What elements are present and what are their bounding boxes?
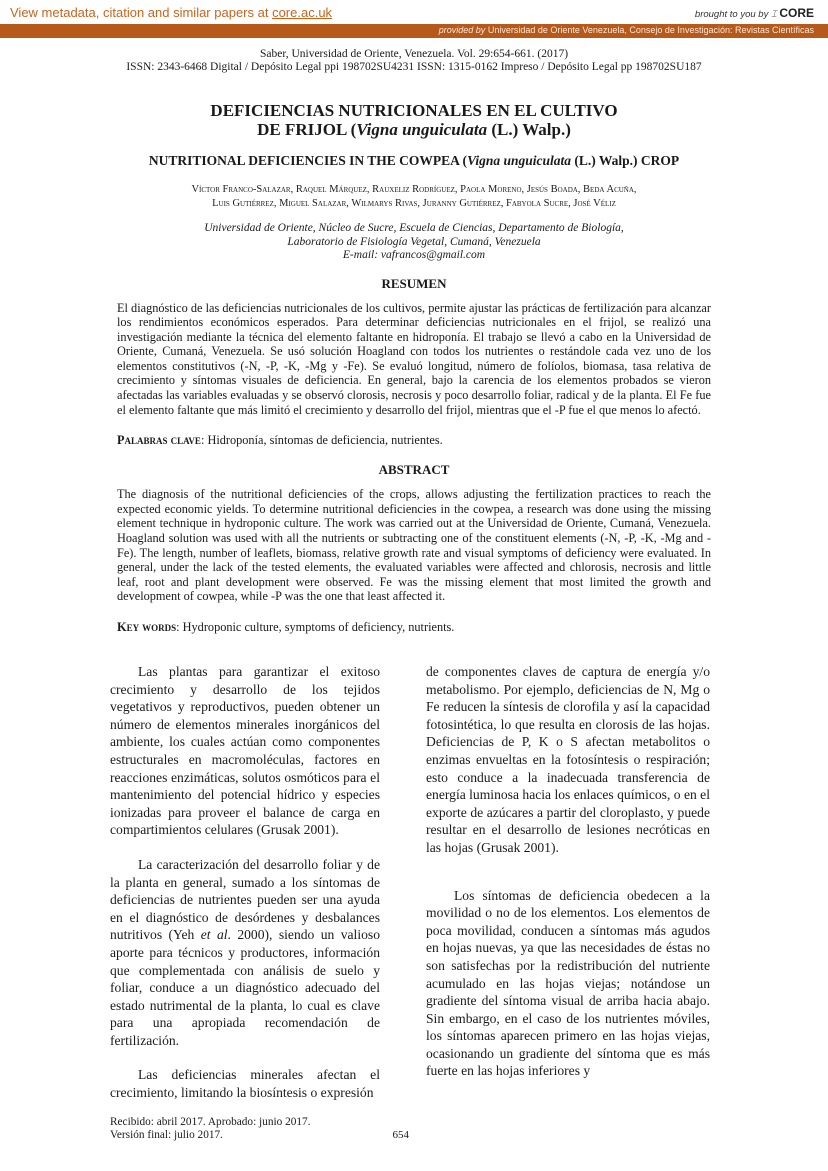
core-banner [0,0,828,24]
title-es [0,101,828,139]
title-es-line1: DEFICIENCIAS NUTRICIONALES EN EL CULTIVO [210,101,618,120]
text: . 2000), siendo un valioso aporte para técnicos y productores, información que complementada con análisis de suelo y foliar, conduce a un diagnóstico adecuado del estado nutrimental de la planta, lo cual es clave para una apropiada recomendación de fertilización. [110,927,380,1048]
abstract-heading: ABSTRACT [378,462,450,478]
species-name: Vigna unguiculata [356,120,488,139]
text: et al [200,927,228,943]
affiliation [0,222,828,263]
authors [0,183,828,211]
core-logo-icon[interactable]: ⌶ CORE [770,6,814,20]
paragraph: Los síntomas de deficiencia obedecen a la movilidad o no de los elementos. Los elementos de poca movilidad, conducen a síntomas más agudos en hojas nuevas, ya que las necesidades de éstas no son satisfechas por la redistribución del nutriente acumulado en las hojas viejas; notándose un gradiente del síntoma visual de arriba hacia abajo. Sin embargo, en el caso de los nutrientes móviles, los síntomas aparecen primero en las hojas viejas, ocasionando un gradiente del síntoma que es más fuerte en las hojas inferiores y [426,887,710,1079]
final-version-date: Versión final: julio 2017. [110,1128,223,1141]
title-part: (L.) Walp.) [487,120,571,139]
resumen-text: El diagnóstico de las deficiencias nutricionales de los cultivos, permite ajustar las prácticas de fertilización para alcanzar los rendimientos económicos esperados. Para determinar deficiencias nutricionales en el frijol, se realizó una investigación mediante la técnica del elemento faltante en hidroponía. El trabajo se llevó a cabo en la Universidad de Oriente, Cumaná, Venezuela. Se usó solución Hoagland con todos los nutrientes o restándole cada vez uno de los elementos constitutivos (-N, -P, -K, -Mg y -Fe). Se evaluó longitud, número de folíolos, biomasa, tasa relativa de crecimiento y síntomas visuales de deficiencia. En general, bajo la carencia de los elementos probados se vieron afectadas las variables evaluadas y se observó clorosis, necrosis y poco desarrollo foliar, radical y de la planta. El Fe fue el elemento faltante que más limitó el crecimiento y desarrollo del frijol, mientras que el -P fue el que menos lo afectó. [117,300,711,417]
received-date: Recibido: abril 2017. Aprobado: junio 2017. [110,1115,311,1128]
brought-to-you [695,6,814,20]
metadata-label: View metadata, citation and similar papers at [10,5,273,20]
brought-label: brought to you by [694,9,769,20]
email: E-mail: vafrancos@gmail.com [342,249,486,261]
provided-label: provided by [438,25,486,35]
right-column [426,663,710,1102]
resumen-heading: RESUMEN [381,275,447,291]
kw-values: : Hydroponic culture, symptoms of deficiency, nutrients. [176,620,455,634]
kw-label: Key words [117,620,177,634]
paragraph [110,856,380,1050]
provider-name[interactable]: Universidad de Oriente Venezuela, Consejo de Investigación: Revistas Científicas [485,25,814,35]
species-name: Vigna unguiculata [467,153,571,168]
title-part: (L.) Walp.) CROP [570,153,680,168]
kw-values: : Hidroponía, síntomas de deficiencia, nutrientes. [200,433,443,448]
page-footer [110,1116,828,1142]
title-en [0,153,828,169]
affiliation-line2: Laboratorio de Fisiología Vegetal, Cumaná, Venezuela [287,235,541,248]
paragraph: Las deficiencias minerales afectan el crecimiento, limitando la biosíntesis o expresión [110,1067,380,1101]
title-part: NUTRITIONAL DEFICIENCIES IN THE COWPEA ( [148,153,468,168]
palabras-clave [117,433,711,448]
core-logo-text: CORE [779,6,814,20]
title-part: DE FRIJOL ( [257,120,357,139]
key-words [117,620,711,635]
affiliation-line1: Universidad de Oriente, Núcleo de Sucre, Escuela de Ciencias, Departamento de Biología, [204,222,624,234]
body-columns [110,663,828,1102]
provided-by-text [439,25,814,35]
authors-line2: Luis Gutiérrez, Miguel Salazar, Wilmarys Rivas, Juranny Gutiérrez, Fabyola Sucre, José Véliz [212,198,616,209]
text: La caracterización del desarrollo foliar y de la planta en general, sumado a los síntomas de deficiencias de nutrientes pueden ser una ayuda en el diagnóstico de desórdenes y desbalances nutritivos (Yeh [110,856,380,943]
title-es-line2 [0,120,828,139]
journal-line1: Saber, Universidad de Oriente, Venezuela. Vol. 29:654-661. (2017) [259,48,569,60]
paragraph: de componentes claves de captura de energía y/o metabolismo. Por ejemplo, deficiencias de N, Mg o Fe reducen la síntesis de clorofila y así la capacidad fotosintética, lo que resulta en clorosis de las hojas. Deficiencias de P, K o S afectan metabolitos o enzimas envueltas en la fotosíntesis o respiración; esto conduce a la inadecuada transferencia de energía luminosa hacia los enlaces químicos, o en el exporte de azúcares a partir del cloroplasto, y puede resultar en el desarrollo de lesiones necróticas en las hojas (Grusak 2001). [426,664,710,855]
metadata-text [10,5,332,20]
left-column [110,663,380,1102]
journal-info [0,48,828,74]
authors-line1: Víctor Franco-Salazar, Raquel Márquez, Rauxeliz Rodríguez, Paola Moreno, Jesús Boada, Beda Acuña, [191,184,637,195]
kw-label: Palabras clave [117,433,201,448]
paragraph: Las plantas para garantizar el exitoso crecimiento y desarrollo de los tejidos vegetativos y reproductivos, pueden obtener un número de elementos minerales inorgánicos del ambiente, los cuales actúan como componentes estructurales en macromoléculas, factores en reacciones enzimáticas, solutos osmóticos para el mantenimiento del potencial hídrico y especies ionizadas para proveer el balance de carga en compartimientos celulares (Grusak 2001). [110,664,380,838]
footer-dates [110,1116,311,1142]
abstract-text: The diagnosis of the nutritional deficiencies of the crops, allows adjusting the fertilization practices to reach the expected economic yields. To determine nutritional deficiencies in the cowpea, a research was done using the missing element technique in hydroponic culture. The work was carried out at the Universidad de Oriente, Cumaná, Venezuela. Hoagland solution was used with all the nutrients or subtracting one of the constituent elements (-N, -P, -K, -Mg and -Fe). The length, number of leaflets, biomass, relative growth rate and visual symptoms of deficiency were evaluated. In general, under the lack of the tested elements, the evaluated variables were affected and chlorosis, necrosis and little leaf, root and plant development were observed. Fe was the missing element that most limited the growth and development of cowpea, while -P was the one that least affected it. [117,487,711,604]
core-link[interactable]: core.ac.uk [272,5,333,20]
provided-by-bar [0,24,828,38]
journal-line2: ISSN: 2343-6468 Digital / Depósito Legal ppi 198702SU4231 ISSN: 1315-0162 Impreso / Depósito Legal pp 198702SU187 [126,61,702,73]
page-number: 654 [392,1128,409,1141]
